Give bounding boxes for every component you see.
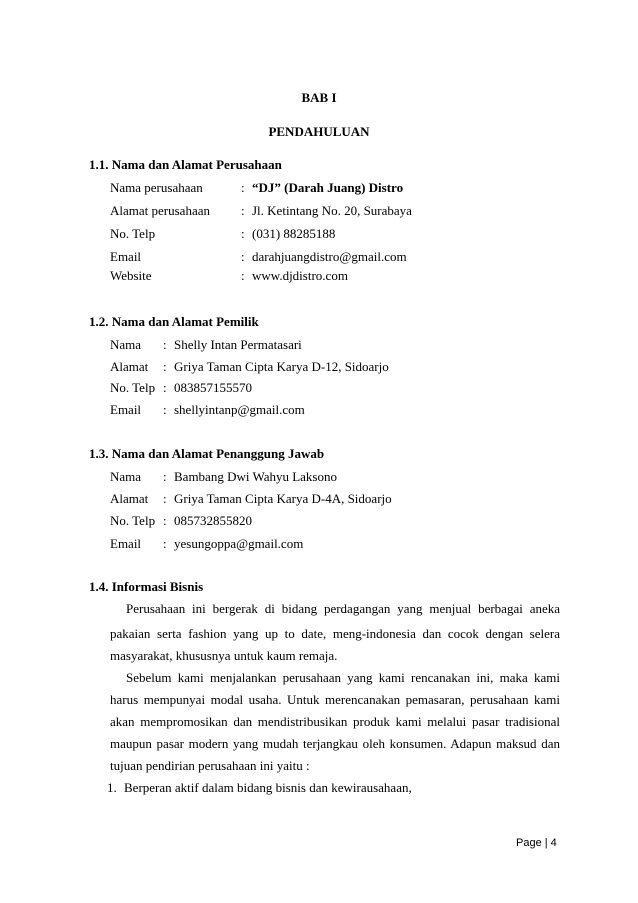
info-label: Alamat perusahaan [110, 203, 210, 218]
info-value: yesungoppa@gmail.com [174, 536, 304, 551]
info-separator: : [241, 203, 245, 218]
info-separator: : [163, 469, 167, 484]
section-heading-company: 1.1. Nama dan Alamat Perusahaan [89, 157, 282, 172]
info-separator: : [163, 380, 167, 395]
info-label: No. Telp [110, 226, 156, 241]
page-number: Page | 4 [516, 837, 557, 849]
info-separator: : [163, 491, 167, 506]
paragraph-line: Sebelum kami menjalankan perusahaan yang kami rencanakan ini, maka kami [126, 670, 560, 685]
info-value: Shelly Intan Permatasari [174, 337, 302, 352]
info-label: Website [110, 268, 152, 283]
paragraph-line: pakaian serta fashion yang up to date, meng-indonesia dan cocok dengan selera [110, 626, 560, 641]
list-number: 1. [107, 780, 117, 795]
info-label: Email [110, 536, 142, 551]
info-value: 085732855820 [174, 513, 252, 528]
info-separator: : [163, 536, 167, 551]
info-label: Nama [110, 469, 142, 484]
info-label: Email [110, 249, 142, 264]
chapter-title: PENDAHULUAN [268, 124, 370, 139]
section-heading-business: 1.4. Informasi Bisnis [89, 579, 204, 594]
info-value: (031) 88285188 [252, 226, 336, 241]
info-separator: : [241, 268, 245, 283]
info-label: No. Telp [110, 380, 156, 395]
paragraph-line: tujuan pendirian perusahaan ini yaitu : [110, 758, 310, 773]
info-value: www.djdistro.com [252, 268, 348, 283]
paragraph-line: Perusahaan ini bergerak di bidang perdagangan yang menjual berbagai aneka [126, 601, 560, 616]
info-value: “DJ” (Darah Juang) Distro [252, 180, 404, 195]
paragraph-line: harus mempunyai modal usaha. Untuk merencanakan pemasaran, perusahaan kami [110, 692, 560, 707]
info-separator: : [163, 359, 167, 374]
info-value: Griya Taman Cipta Karya D-12, Sidoarjo [174, 359, 389, 374]
info-value: Griya Taman Cipta Karya D-4A, Sidoarjo [174, 491, 392, 506]
info-value: 083857155570 [174, 380, 252, 395]
chapter-number: BAB I [301, 90, 337, 105]
info-label: Nama [110, 337, 142, 352]
info-label: No. Telp [110, 513, 156, 528]
info-label: Nama perusahaan [110, 180, 203, 195]
info-separator: : [163, 337, 167, 352]
info-separator: : [241, 180, 245, 195]
info-separator: : [163, 402, 167, 417]
info-separator: : [163, 513, 167, 528]
info-label: Alamat [110, 359, 149, 374]
info-value: shellyintanp@gmail.com [174, 402, 305, 417]
section-heading-responsible: 1.3. Nama dan Alamat Penanggung Jawab [89, 446, 325, 461]
info-value: darahjuangdistro@gmail.com [252, 249, 407, 264]
section-heading-owner: 1.2. Nama dan Alamat Pemilik [89, 314, 259, 329]
paragraph-line: akan mempromosikan dan mendistribusikan produk kami melalui pasar tradisional [110, 714, 560, 729]
info-separator: : [241, 249, 245, 264]
info-label: Alamat [110, 491, 149, 506]
info-value: Jl. Ketintang No. 20, Surabaya [252, 203, 412, 218]
paragraph-line: masyarakat, khususnya untuk kaum remaja. [110, 648, 338, 663]
info-separator: : [241, 226, 245, 241]
list-text: Berperan aktif dalam bidang bisnis dan kewirausahaan, [124, 780, 412, 795]
info-value: Bambang Dwi Wahyu Laksono [174, 469, 337, 484]
paragraph-line: maupun pasar modern yang mudah terjangkau oleh konsumen. Adapun maksud dan [110, 736, 560, 751]
info-label: Email [110, 402, 142, 417]
